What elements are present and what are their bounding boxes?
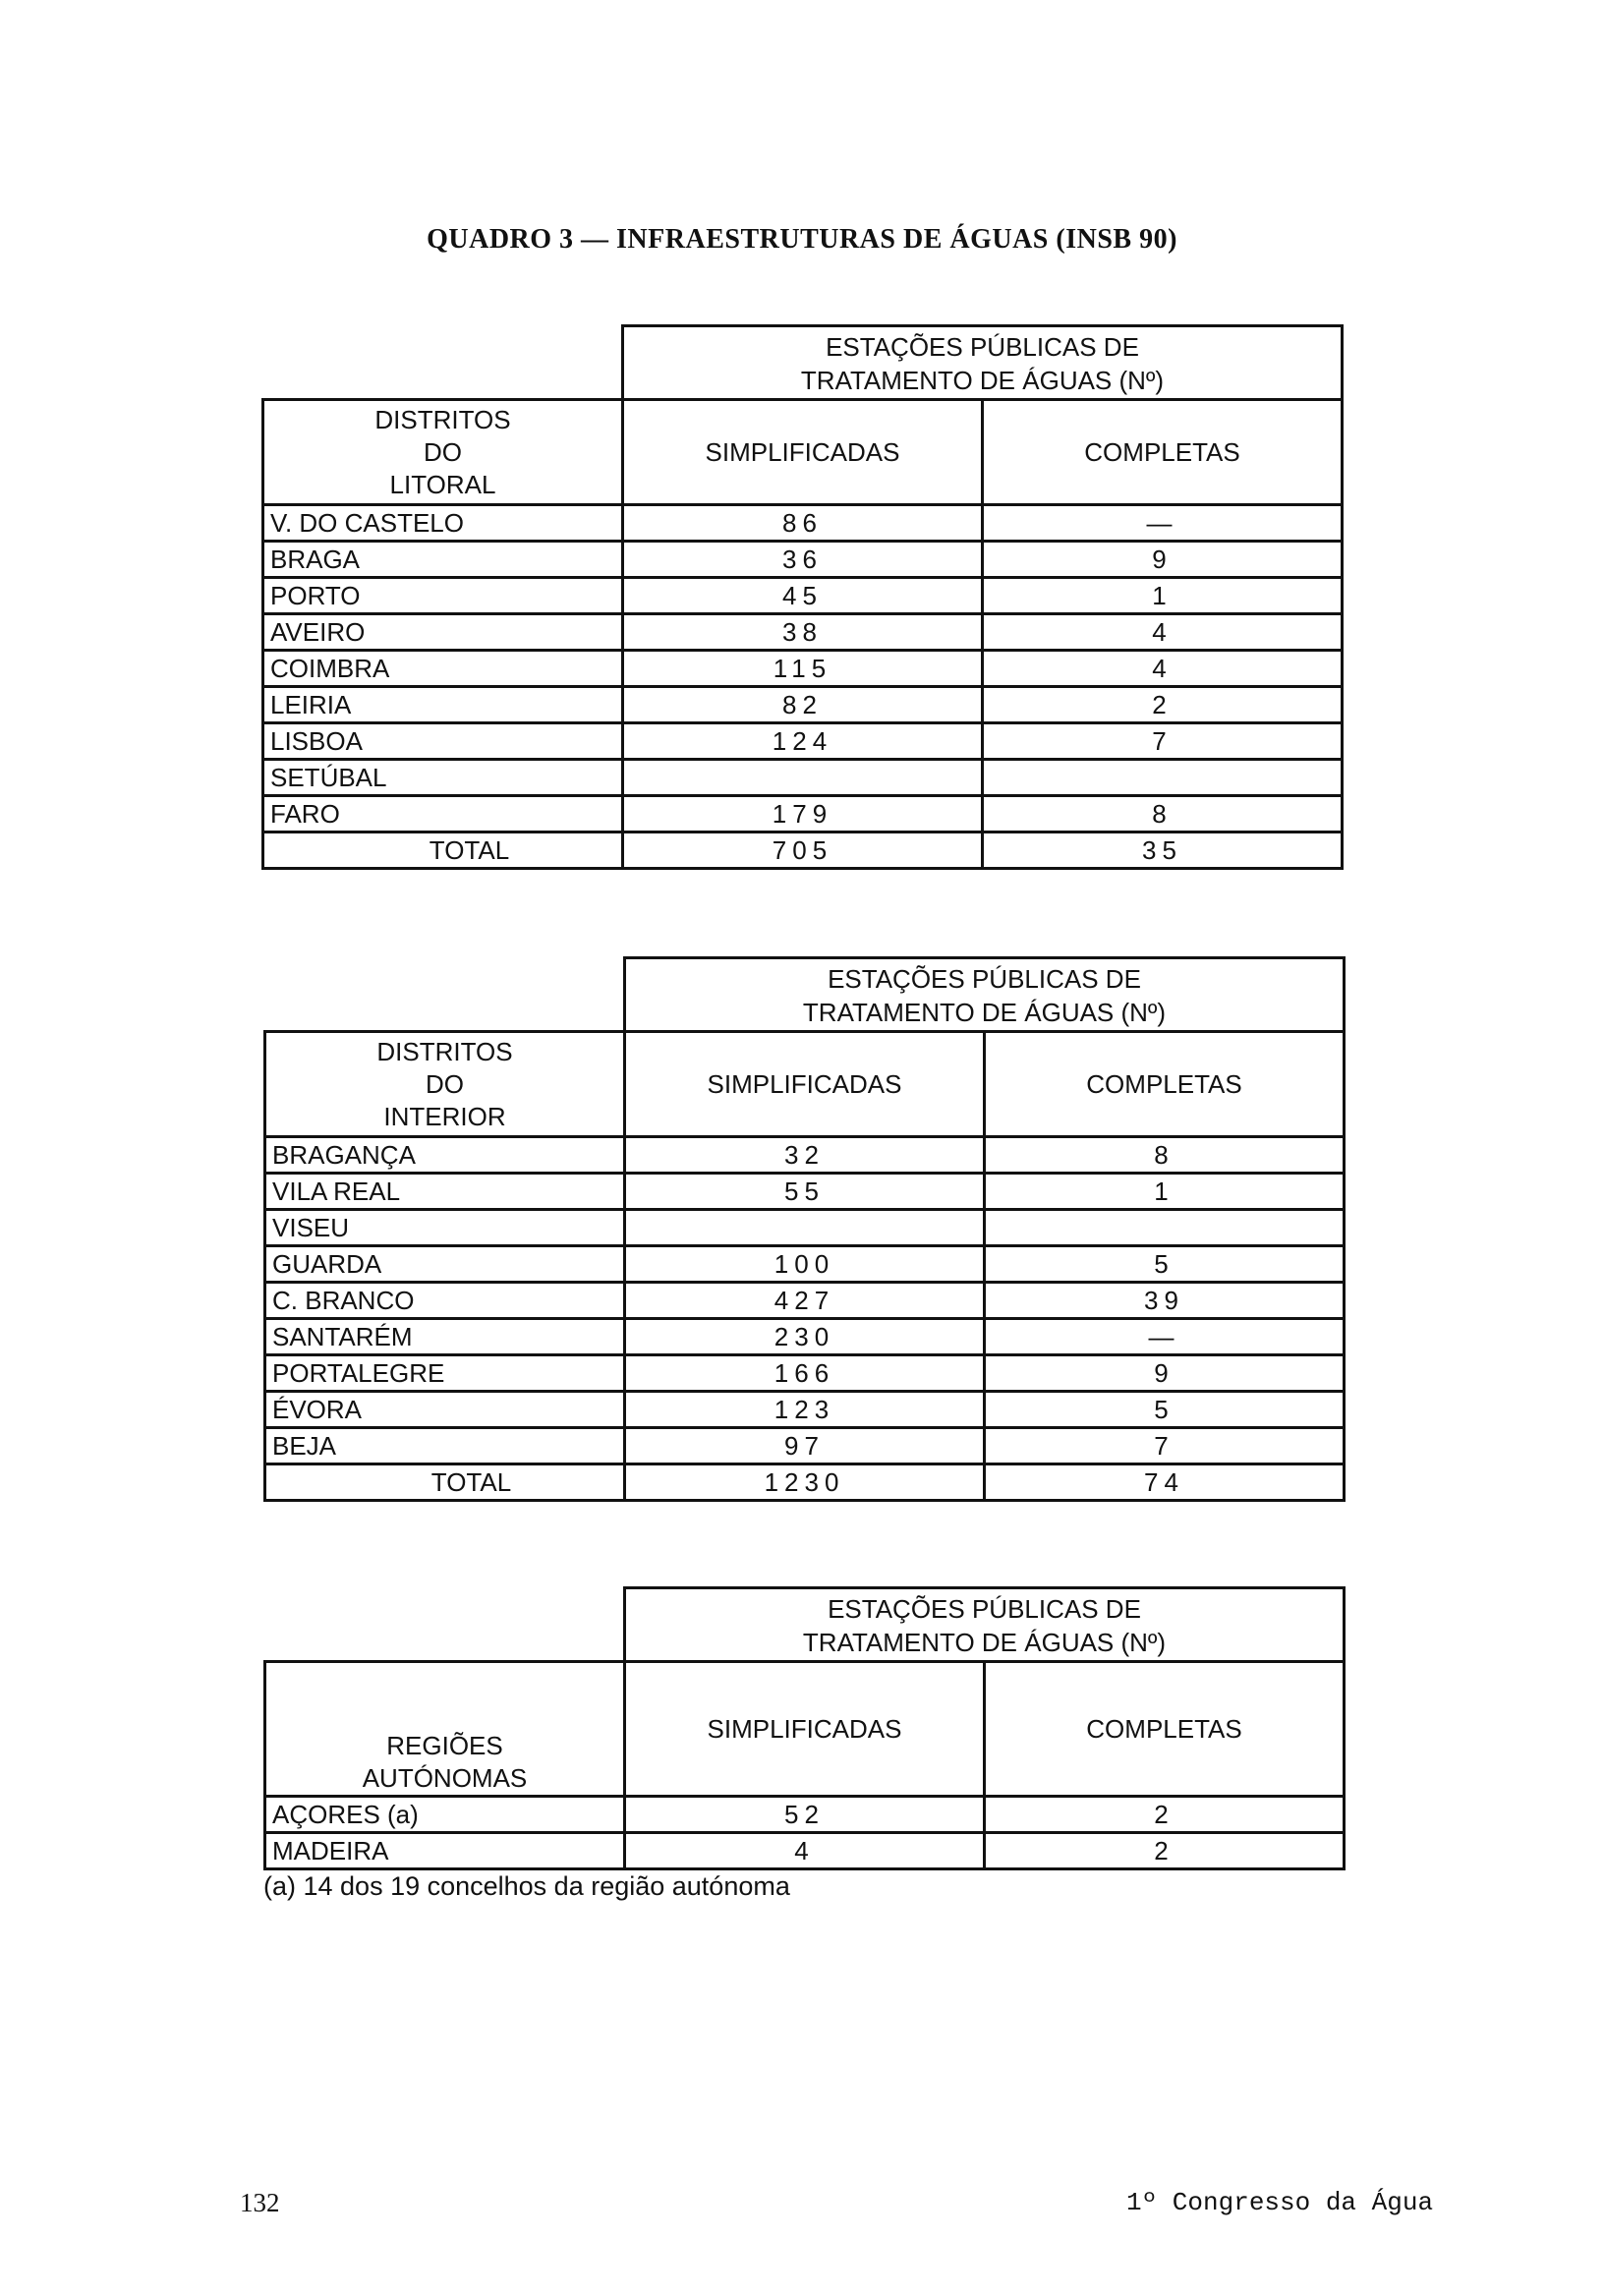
table-regioes-autonomas bbox=[263, 1586, 1346, 1870]
row-header: REGIÕES AUTÓNOMAS bbox=[265, 1662, 625, 1797]
table-row: ÉVORA 123 5 bbox=[265, 1392, 1345, 1428]
col-header-completas: COMPLETAS bbox=[985, 1662, 1345, 1797]
table-row: PORTO 45 1 bbox=[263, 578, 1343, 614]
table-total-row: TOTAL 705 35 bbox=[263, 832, 1343, 869]
page-title: QUADRO 3 — INFRAESTRUTURAS DE ÁGUAS (INSB 90) bbox=[427, 224, 1177, 255]
table-corner bbox=[265, 958, 625, 1032]
table-row: VISEU bbox=[265, 1210, 1345, 1246]
page-number: 132 bbox=[240, 2188, 280, 2217]
col-header-completas: COMPLETAS bbox=[985, 1032, 1345, 1137]
table-row: MADEIRA 4 2 bbox=[265, 1833, 1345, 1869]
table-corner bbox=[263, 326, 623, 400]
table-row: COIMBRA 115 4 bbox=[263, 651, 1343, 687]
table-group-header: ESTAÇÕES PÚBLICAS DE TRATAMENTO DE ÁGUAS (Nº) bbox=[625, 1588, 1345, 1662]
col-header-simplificadas: SIMPLIFICADAS bbox=[625, 1662, 985, 1797]
table-row: BEJA 97 7 bbox=[265, 1428, 1345, 1464]
col-header-simplificadas: SIMPLIFICADAS bbox=[625, 1032, 985, 1137]
row-header: DISTRITOS DO LITORAL bbox=[263, 400, 623, 505]
col-header-simplificadas: SIMPLIFICADAS bbox=[623, 400, 983, 505]
table-interior bbox=[263, 956, 1346, 1502]
table-corner bbox=[265, 1588, 625, 1662]
footnote: (a) 14 dos 19 concelhos da região autónoma bbox=[263, 1871, 790, 1901]
table-total-row: TOTAL 1230 74 bbox=[265, 1464, 1345, 1501]
table-row: C. BRANCO 427 39 bbox=[265, 1283, 1345, 1319]
table-group-header: ESTAÇÕES PÚBLICAS DE TRATAMENTO DE ÁGUAS (Nº) bbox=[625, 958, 1345, 1032]
table-litoral bbox=[261, 324, 1344, 870]
table-row: FARO 179 8 bbox=[263, 796, 1343, 832]
table-row: LISBOA 124 7 bbox=[263, 723, 1343, 760]
table-row: PORTALEGRE 166 9 bbox=[265, 1355, 1345, 1392]
table-row: AÇORES (a) 52 2 bbox=[265, 1797, 1345, 1833]
table-row: BRAGANÇA 32 8 bbox=[265, 1137, 1345, 1174]
table-row: AVEIRO 38 4 bbox=[263, 614, 1343, 651]
table-row: SANTARÉM 230 — bbox=[265, 1319, 1345, 1355]
table-row: LEIRIA 82 2 bbox=[263, 687, 1343, 723]
table-row: VILA REAL 55 1 bbox=[265, 1174, 1345, 1210]
table-row: GUARDA 100 5 bbox=[265, 1246, 1345, 1283]
table-group-header: ESTAÇÕES PÚBLICAS DE TRATAMENTO DE ÁGUAS (Nº) bbox=[623, 326, 1343, 400]
table-row: V. DO CASTELO 86 — bbox=[263, 505, 1343, 542]
col-header-completas: COMPLETAS bbox=[983, 400, 1343, 505]
table-row: SETÚBAL bbox=[263, 760, 1343, 796]
table-row: BRAGA 36 9 bbox=[263, 542, 1343, 578]
running-footer: 1º Congresso da Água bbox=[1126, 2188, 1434, 2217]
row-header: DISTRITOS DO INTERIOR bbox=[265, 1032, 625, 1137]
